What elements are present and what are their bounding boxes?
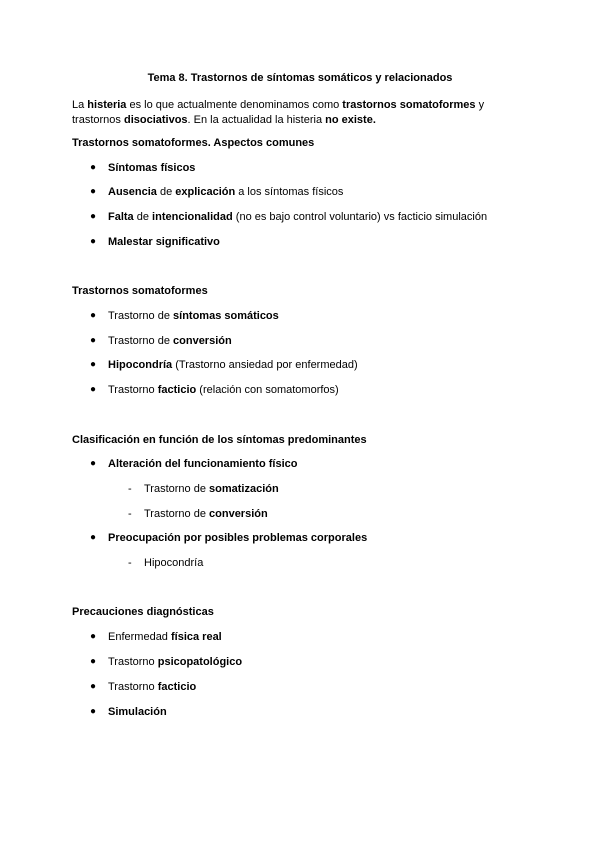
list-item bbox=[108, 162, 195, 174]
bullet-icon: ● bbox=[90, 458, 97, 469]
item-text: (relación con somatomorfos) bbox=[196, 384, 339, 396]
item-text: Hipocondría bbox=[144, 557, 204, 569]
sub-list-item bbox=[144, 508, 268, 520]
intro-bold: histeria bbox=[87, 99, 127, 111]
item-bold: Síntomas físicos bbox=[108, 162, 196, 174]
list-item bbox=[108, 236, 220, 248]
item-text: Trastorno de bbox=[108, 310, 174, 322]
bullet-icon: ● bbox=[90, 335, 97, 346]
item-bold: Preocupación por posibles problemas corporales bbox=[108, 532, 368, 544]
item-bold: conversión bbox=[173, 335, 232, 347]
page-title: Tema 8. Trastornos de síntomas somáticos y relacionados bbox=[147, 72, 453, 84]
item-bold: somatización bbox=[209, 483, 279, 495]
item-text: (Trastorno ansiedad por enfermedad) bbox=[172, 359, 358, 371]
section-heading-aspectos-comunes: Trastornos somatoformes. Aspectos comunes bbox=[72, 137, 315, 149]
intro-bold: disociativos bbox=[123, 114, 188, 126]
item-bold: Ausencia bbox=[108, 186, 157, 198]
intro-text: es lo que actualmente denominamos como bbox=[126, 99, 343, 111]
bullet-icon: ● bbox=[90, 359, 97, 370]
intro-bold: trastornos somatoformes bbox=[342, 99, 476, 111]
list-item bbox=[108, 458, 297, 470]
item-text: a los síntomas físicos bbox=[235, 186, 344, 198]
item-text: Enfermedad bbox=[108, 631, 171, 643]
bullet-icon: ● bbox=[90, 162, 97, 173]
list-item bbox=[108, 681, 196, 693]
section-heading-trastornos-somatoformes: Trastornos somatoformes bbox=[72, 285, 208, 297]
item-bold: física real bbox=[170, 631, 222, 643]
item-bold: intencionalidad bbox=[152, 211, 233, 223]
list-item bbox=[108, 384, 339, 396]
item-text: Trastorno bbox=[108, 656, 158, 668]
item-text: (no es bajo control voluntario) vs facticio simulación bbox=[232, 211, 488, 223]
intro-bold: no existe. bbox=[325, 114, 376, 126]
bullet-icon: ● bbox=[90, 384, 97, 395]
sub-list-item bbox=[144, 483, 279, 495]
section-heading-precauciones: Precauciones diagnósticas bbox=[72, 606, 214, 618]
bullet-icon: ● bbox=[90, 681, 97, 692]
list-item bbox=[108, 631, 222, 643]
intro-text: y trastornos bbox=[72, 99, 485, 126]
list-item bbox=[108, 335, 232, 347]
sub-list-item bbox=[144, 557, 203, 569]
bullet-icon: ● bbox=[90, 706, 97, 717]
item-text: Trastorno de bbox=[144, 483, 210, 495]
item-text: Trastorno de bbox=[108, 335, 174, 347]
item-bold: facticio bbox=[157, 681, 197, 693]
item-bold: síntomas somáticos bbox=[173, 310, 279, 322]
list-item bbox=[108, 706, 167, 718]
bullet-icon: ● bbox=[90, 656, 97, 667]
bullet-icon: ● bbox=[90, 532, 97, 543]
bullet-icon: ● bbox=[90, 236, 97, 247]
item-text: de bbox=[133, 211, 153, 223]
dash-icon: - bbox=[128, 483, 132, 495]
list-item bbox=[108, 359, 358, 371]
item-text: Trastorno bbox=[108, 384, 158, 396]
dash-icon: - bbox=[128, 557, 132, 569]
list-item bbox=[108, 310, 279, 322]
item-bold: conversión bbox=[209, 508, 268, 520]
item-bold: Hipocondría bbox=[108, 359, 173, 371]
list-item bbox=[108, 186, 343, 198]
item-bold: explicación bbox=[175, 186, 236, 198]
list-item bbox=[108, 656, 242, 668]
item-bold: facticio bbox=[157, 384, 197, 396]
section-heading-clasificacion: Clasificación en función de los síntomas predominantes bbox=[72, 434, 367, 446]
intro-paragraph bbox=[72, 98, 532, 128]
intro-text: La bbox=[72, 99, 88, 111]
list-item bbox=[108, 211, 487, 223]
item-bold: Falta bbox=[108, 211, 134, 223]
item-text: Trastorno de bbox=[144, 508, 210, 520]
item-bold: psicopatológico bbox=[157, 656, 243, 668]
item-text: Trastorno bbox=[108, 681, 158, 693]
item-bold: Malestar significativo bbox=[108, 236, 220, 248]
item-bold: Alteración del funcionamiento físico bbox=[108, 458, 298, 470]
list-item bbox=[108, 532, 367, 544]
bullet-icon: ● bbox=[90, 310, 97, 321]
bullet-icon: ● bbox=[90, 631, 97, 642]
item-bold: Simulación bbox=[108, 706, 167, 718]
bullet-icon: ● bbox=[90, 211, 97, 222]
intro-text: . En la actualidad la histeria bbox=[187, 114, 326, 126]
item-text: de bbox=[156, 186, 176, 198]
dash-icon: - bbox=[128, 508, 132, 520]
bullet-icon: ● bbox=[90, 186, 97, 197]
